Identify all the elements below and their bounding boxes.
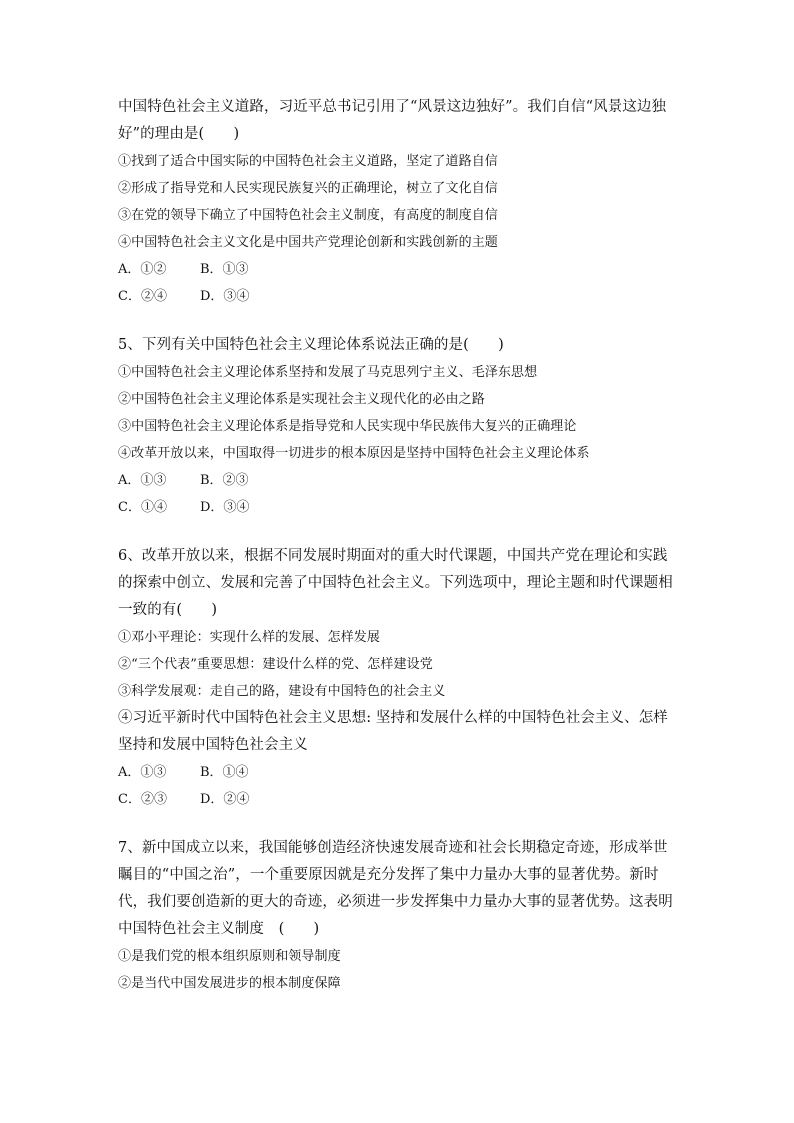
choice-a: A．①③: [118, 473, 167, 488]
option-2: ②中国特色社会主义理论体系是实现社会主义现代化的必由之路: [118, 392, 485, 407]
option-3: ③中国特色社会主义理论体系是指导党和人民实现中华民族伟大复兴的正确理论: [118, 419, 577, 434]
option-1: ①是我们党的根本组织原则和领导制度: [118, 949, 341, 964]
answer-choices-row: [118, 283, 678, 310]
option-2: ②“三个代表”重要思想：建设什么样的党、怎样建设党: [118, 657, 433, 672]
option-1: ①中国特色社会主义理论体系坚持和发展了马克思列宁主义、毛泽东思想: [118, 365, 538, 380]
option-2: ②形成了指导党和人民实现民族复兴的正确理论，树立了文化自信: [118, 181, 498, 196]
choice-d: D．②④: [200, 792, 250, 807]
choice-d: D．③④: [200, 289, 250, 304]
choice-c: C．①④: [118, 500, 167, 515]
option-4: ④习近平新时代中国特色社会主义思想: 坚持和发展什么样的中国特色社会主义、怎样坚持和发展中国特色社会主义: [118, 710, 668, 753]
question-7: [118, 835, 678, 997]
question-stem: 中国特色社会主义道路，习近平总书记引用了“风景这边独好”。我们自信“风景这边独好”的理由是( ): [118, 99, 667, 142]
choice-b: B．②③: [200, 473, 249, 488]
answer-choices-row: [118, 494, 678, 521]
option-2: ②是当代中国发展进步的根本制度保障: [118, 976, 341, 991]
answer-choices-row: [118, 786, 678, 813]
choice-c: C．②④: [118, 289, 167, 304]
question-stem: 7、新中国成立以来，我国能够创造经济快速发展奇迹和社会长期稳定奇迹，形成举世瞩目的“中国之治”，一个重要原因就是充分发挥了集中力量办大事的显著优势。新时代，我们要创造新的更大的奇迹，必须进一步发挥集中力量办大事的显著优势。这表明中国特色社会主义制度 ( ): [118, 840, 673, 937]
answer-choices-row: [118, 256, 678, 283]
question-1: [118, 94, 678, 310]
choice-c: C．②③: [118, 792, 167, 807]
answer-choices-row: [118, 467, 678, 494]
option-4: ④改革开放以来，中国取得一切进步的根本原因是坚持中国特色社会主义理论体系: [118, 446, 590, 461]
option-4: ④中国特色社会主义文化是中国共产党理论创新和实践创新的主题: [118, 235, 498, 250]
option-3: ③科学发展观：走自己的路，建设有中国特色的社会主义: [118, 684, 446, 699]
choice-b: B．①③: [200, 262, 249, 277]
choice-d: D．③④: [200, 500, 250, 515]
question-6: [118, 543, 678, 813]
choice-a: A．①③: [118, 765, 167, 780]
choice-a: A．①②: [118, 262, 167, 277]
question-stem: 6、改革开放以来，根据不同发展时期面对的重大时代课题，中国共产党在理论和实践的探索中创立、发展和完善了中国特色社会主义。下列选项中，理论主题和时代课题相一致的有( ): [118, 548, 673, 618]
option-3: ③在党的领导下确立了中国特色社会主义制度，有高度的制度自信: [118, 208, 498, 223]
question-list: [118, 94, 678, 997]
option-1: ①找到了适合中国实际的中国特色社会主义道路，坚定了道路自信: [118, 154, 498, 169]
question-stem: 5、下列有关中国特色社会主义理论体系说法正确的是( ): [118, 337, 504, 353]
option-1: ①邓小平理论：实现什么样的发展、怎样发展: [118, 630, 381, 645]
answer-choices-row: [118, 759, 678, 786]
choice-b: B．①④: [200, 765, 249, 780]
question-5: [118, 332, 678, 521]
